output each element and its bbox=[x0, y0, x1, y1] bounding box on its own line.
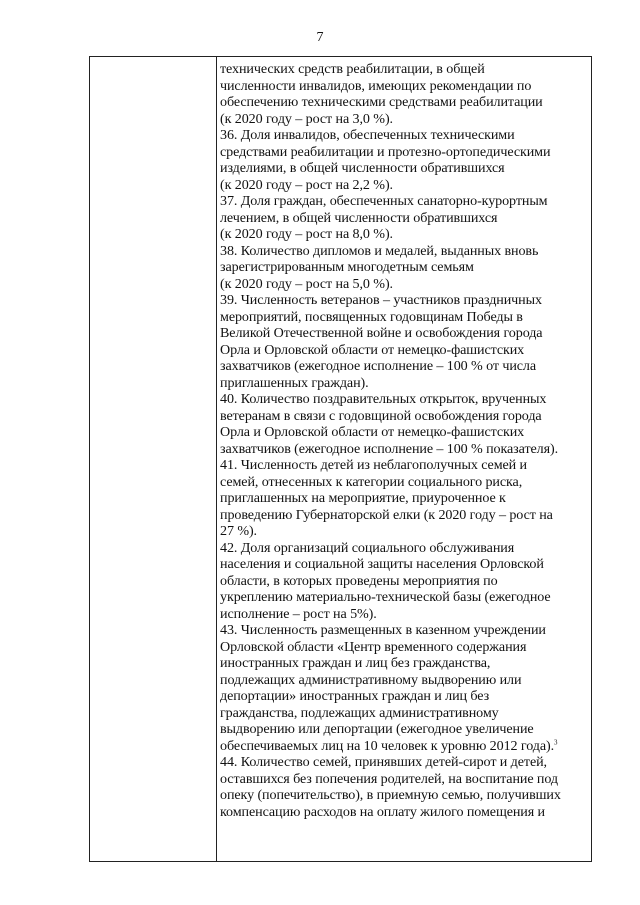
indicator-38: 38. Количество дипломов и медалей, выданных вновь зарегистрированным многодетным семьям (к 2020 году – рост на 5,0 %). bbox=[220, 242, 539, 292]
document-table bbox=[89, 56, 592, 862]
indicator-35-tail: технических средств реабилитации, в общей численности инвалидов, имеющих рекомендации по обеспечению техническими средствами реабилитации (к 2020 году – рост на 3,0 %). bbox=[220, 61, 543, 127]
indicator-37: 37. Доля граждан, обеспеченных санаторно-курортным лечением, в общей численности обратившихся (к 2020 году – рост на 8,0 %). bbox=[220, 193, 548, 242]
footnote-marker: 3 bbox=[554, 737, 558, 746]
indicator-44: 44. Количество семей, принявших детей-сирот и детей, оставшихся без попечения родителей, на воспитание под опеку (попечительство), в приемную семью, получивших компенсацию расходов на оплату жилого помещения и bbox=[220, 754, 561, 820]
indicator-43 bbox=[220, 622, 591, 754]
indicator-39: 39. Численность ветеранов – участников праздничных мероприятий, посвященных годовщинам Победы в Великой Отечественной войне и освобождения города Орла и Орловской области от немецко-фашистских захватчиков (ежегодное исполнение – 100 % от числа приглашенных граждан). bbox=[220, 292, 543, 391]
page-number: 7 bbox=[316, 30, 324, 45]
column-divider bbox=[216, 57, 217, 861]
indicator-36: 36. Доля инвалидов, обеспеченных техническими средствами реабилитации и протезно-ортопедическими изделиями, в общей численности обратившихся (к 2020 году – рост на 2,2 %). bbox=[220, 127, 551, 193]
indicator-41: 41. Численность детей из неблагополучных семей и семей, отнесенных к категории социального риска, приглашенных на мероприятие, приуроченное к проведению Губернаторской елки (к 2020 году – рост на 27 %). bbox=[220, 457, 553, 539]
indicator-42: 42. Доля организаций социального обслуживания населения и социальной защиты населения Орловской области, в которых проведены мероприятия по укреплению материально-технической базы (ежегодное исполнение – рост на 5%). bbox=[220, 539, 551, 622]
indicator-40: 40. Количество поздравительных открыток, врученных ветеранам в связи с годовщиной освобождения города Орла и Орловской области от немецко-фашистских захватчиков (ежегодное исполнение – 100 % показателя). bbox=[220, 391, 558, 457]
indicator-43-text: 43. Численность размещенных в казенном учреждении Орловской области «Центр временного содержания иностранных граждан и лиц без гражданства, подлежащих административному выдворению или депортации» иностранных граждан и лиц без гражданства, подлежащих административному выдворению или депортации (ежегодное увеличение обеспечиваемых лиц на 10 человек к уровню 2012 года). bbox=[220, 622, 554, 754]
indicator-list-cell bbox=[220, 61, 591, 820]
